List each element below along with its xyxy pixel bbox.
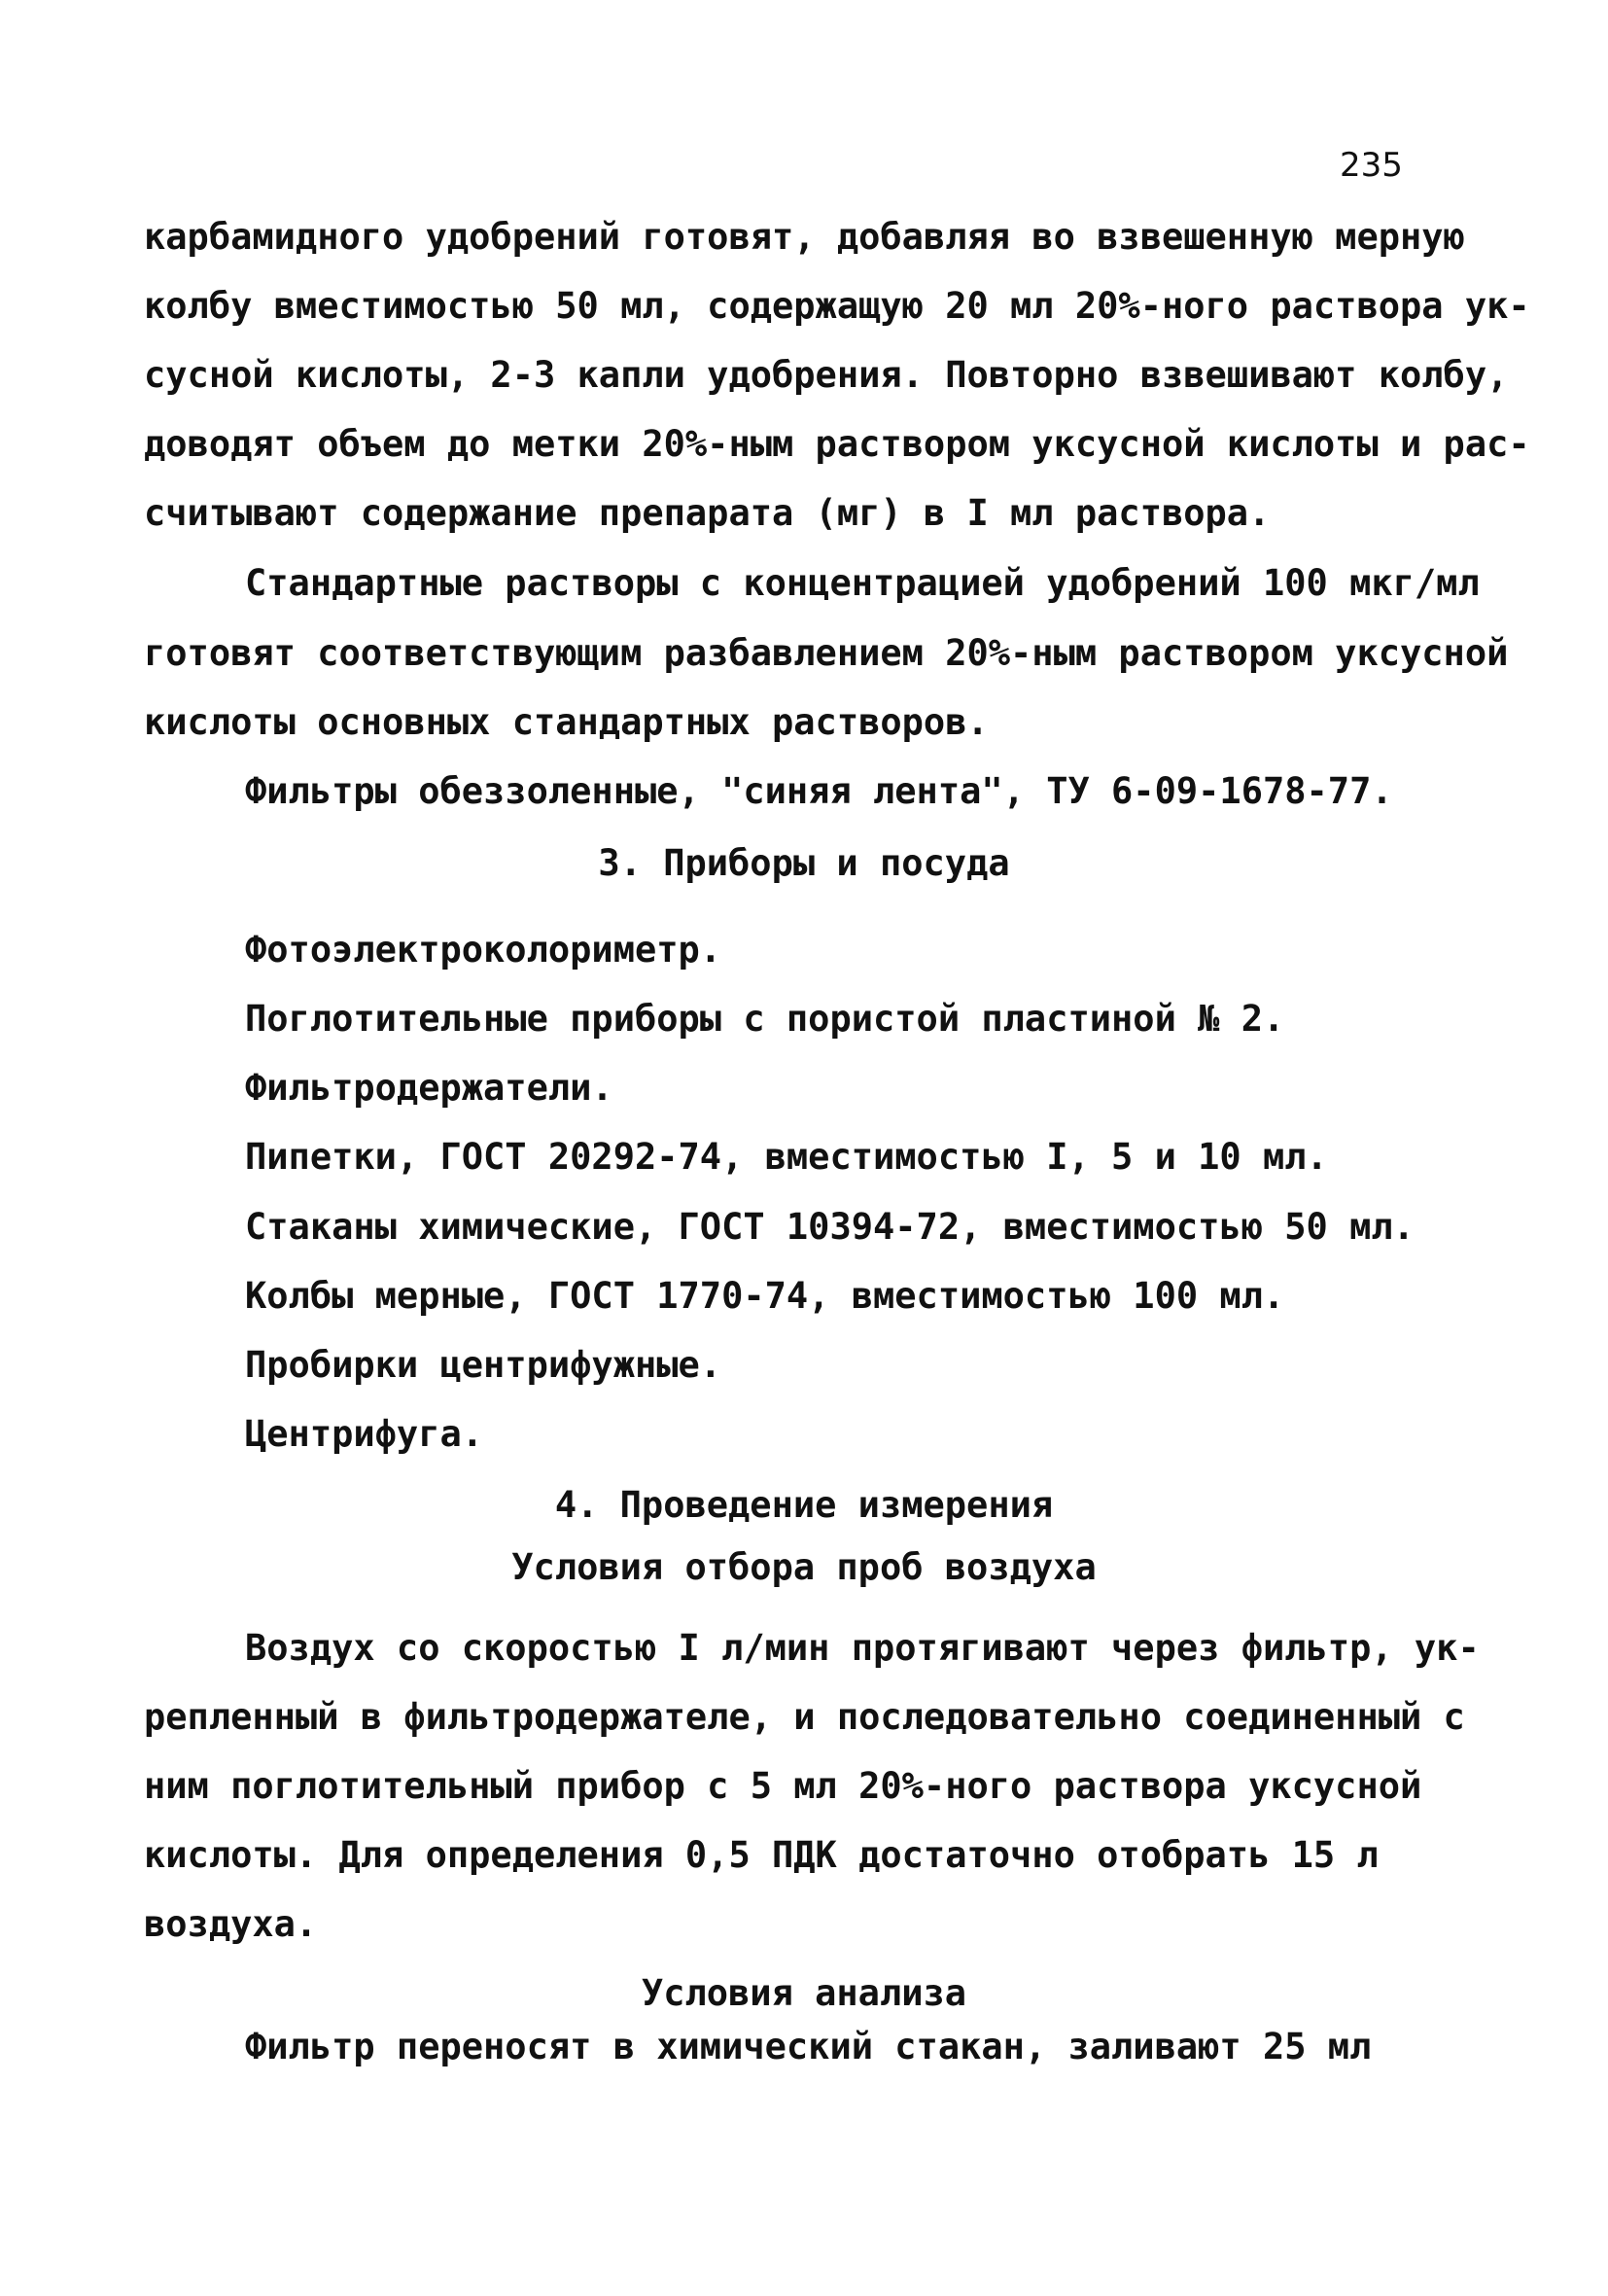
paragraph-1-line-1: карбамидного удобрений готовят, добавляя во взвешенную мерную — [144, 216, 1465, 258]
equipment-item-4: Пипетки, ГОСТ 20292-74, вместимостью I, 5 и 10 мл. — [245, 1136, 1328, 1178]
page-number: 235 — [1340, 146, 1403, 185]
equipment-item-6: Колбы мерные, ГОСТ 1770-74, вместимостью 100 мл. — [245, 1275, 1285, 1317]
paragraph-1-line-5: считывают содержание препарата (мг) в I мл раствора. — [144, 492, 1271, 534]
sampling-paragraph-line-2: репленный в фильтродержателе, и последовательно соединенный с — [144, 1696, 1465, 1738]
equipment-item-8: Центрифуга. — [245, 1413, 484, 1455]
equipment-item-1: Фотоэлектроколориметр. — [245, 929, 722, 971]
section-4-title: 4. Проведение измерения — [554, 1484, 1054, 1526]
paragraph-1-line-4: доводят объем до метки 20%-ным раствором уксусной кислоты и рас- — [144, 423, 1530, 465]
sampling-paragraph-line-4: кислоты. Для определения 0,5 ПДК достаточно отобрать 15 л — [144, 1834, 1379, 1876]
equipment-item-7: Пробирки центрифужные. — [245, 1344, 722, 1386]
subsection-sampling-title: Условия отбора проб воздуха — [511, 1546, 1097, 1588]
paragraph-2-line-2: готовят соответствующим разбавлением 20%-ным раствором уксусной — [144, 632, 1509, 674]
analysis-paragraph-line-1: Фильтр переносят в химический стакан, заливают 25 мл — [245, 2026, 1372, 2067]
paragraph-2-line-3: кислоты основных стандартных растворов. — [144, 701, 989, 743]
paragraph-1-line-2: колбу вместимостью 50 мл, содержащую 20 мл 20%-ного раствора ук- — [144, 285, 1530, 327]
equipment-item-5: Стаканы химические, ГОСТ 10394-72, вместимостью 50 мл. — [245, 1206, 1415, 1248]
section-3-title: 3. Приборы и посуда — [598, 842, 1010, 884]
sampling-paragraph-line-1: Воздух со скоростью I л/мин протягивают через фильтр, ук- — [245, 1627, 1480, 1669]
sampling-paragraph-line-5: воздуха. — [144, 1903, 318, 1945]
filters-line: Фильтры обеззоленные, "синяя лента", ТУ 6-09-1678-77. — [245, 770, 1393, 812]
paragraph-1-line-3: сусной кислоты, 2-3 капли удобрения. Повторно взвешивают колбу, — [144, 354, 1509, 396]
equipment-item-2: Поглотительные приборы с пористой пластиной № 2. — [245, 998, 1285, 1040]
sampling-paragraph-line-3: ним поглотительный прибор с 5 мл 20%-ного раствора уксусной — [144, 1765, 1422, 1807]
paragraph-2-line-1: Стандартные растворы с концентрацией удобрений 100 мкг/мл — [245, 562, 1480, 604]
subsection-analysis-title: Условия анализа — [641, 1972, 967, 2014]
equipment-item-3: Фильтродержатели. — [245, 1067, 613, 1109]
